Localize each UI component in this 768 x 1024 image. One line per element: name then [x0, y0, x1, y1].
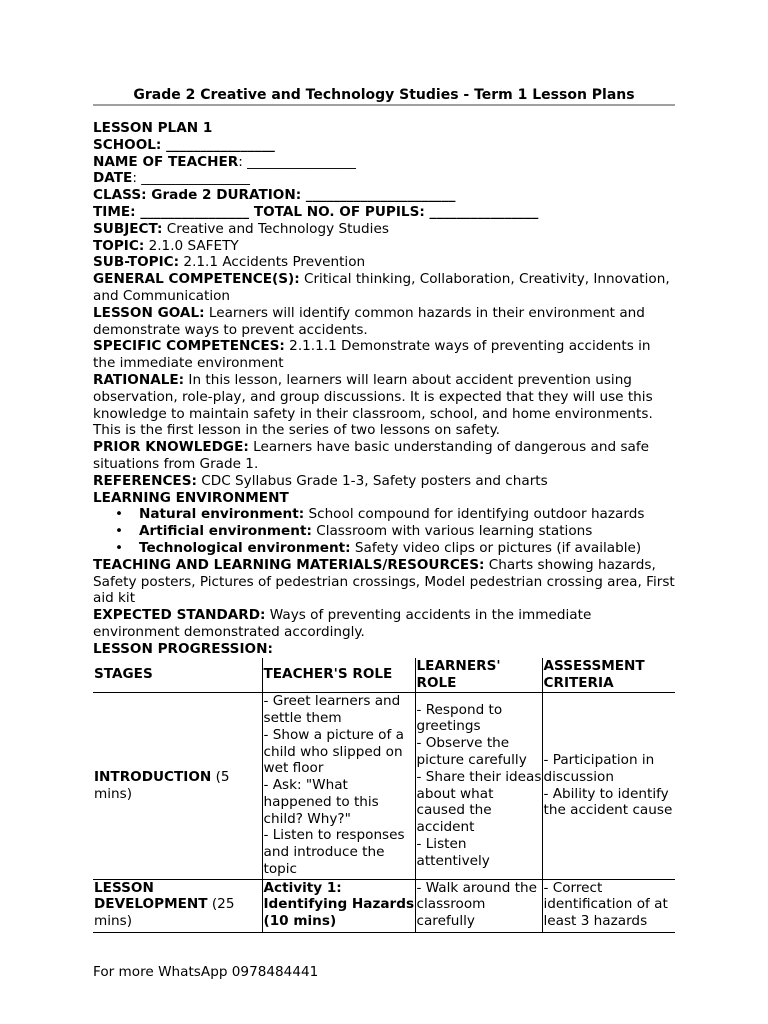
prior-knowledge-field: PRIOR KNOWLEDGE: Learners have basic understanding of dangerous and safe situations from Grade 1. — [93, 439, 650, 472]
stage-cell: INTRODUCTION (5 mins) — [93, 692, 262, 879]
list-item: • Technological environment: Safety video clips or pictures (if available) — [139, 540, 675, 557]
learning-environment-list — [93, 506, 675, 556]
assessment-cell: - Correct identification of at least 3 hazards — [542, 879, 675, 932]
learning-environment-heading: LEARNING ENVIRONMENT — [93, 489, 289, 506]
lesson-plan-heading: LESSON PLAN 1 — [93, 120, 213, 136]
assessment-cell: - Participation in discussion - Ability to identify the accident cause — [542, 692, 675, 879]
table-header-row — [93, 658, 675, 693]
subject-field: SUBJECT: Creative and Technology Studies — [93, 220, 389, 237]
topic-field: TOPIC: 2.1.0 SAFETY — [93, 237, 239, 254]
list-item: • Artificial environment: Classroom with various learning stations — [139, 523, 675, 540]
school-field: SCHOOL: ________________ — [93, 136, 275, 153]
column-header: TEACHER'S ROLE — [262, 658, 415, 693]
teacher-role-cell: - Greet learners and settle them - Show a picture of a child who slipped on wet floor - Ask: "What happened to this child? Why?" - Listen to responses and introduce the topic — [262, 692, 415, 879]
table-row — [93, 879, 675, 932]
rationale-field: RATIONALE: In this lesson, learners will learn about accident prevention using observation, role-play, and group discussions. It is expected that they will use this knowledge to maintain safety in their classroom, school, and home environments. This is the first lesson in the series of two lessons on safety. — [93, 371, 653, 439]
header-divider — [93, 104, 675, 106]
table-row — [93, 692, 675, 879]
references-field: REFERENCES: CDC Syllabus Grade 1-3, Safety posters and charts — [93, 472, 548, 489]
stage-cell: LESSON DEVELOPMENT (25 mins) — [93, 879, 262, 932]
lesson-goal-field: LESSON GOAL: Learners will identify common hazards in their environment and demonstrate ways to prevent accidents. — [93, 304, 645, 338]
date-field: DATE: ________________ — [93, 170, 250, 187]
lesson-progression-heading: LESSON PROGRESSION: — [93, 640, 273, 657]
general-competence-field: GENERAL COMPETENCE(S): Critical thinking, Collaboration, Creativity, Innovation, and Communication — [93, 271, 670, 304]
column-header: ASSESSMENT CRITERIA — [542, 658, 675, 693]
lesson-content — [93, 120, 675, 933]
learners-role-cell: - Respond to greetings - Observe the picture carefully - Share their ideas about what caused the accident - Listen attentively — [415, 692, 542, 879]
list-item: • Natural environment: School compound for identifying outdoor hazards — [139, 506, 675, 523]
page-title: Grade 2 Creative and Technology Studies - Term 1 Lesson Plans — [133, 87, 635, 103]
column-header: STAGES — [93, 658, 262, 693]
teacher-role-cell: Activity 1: Identifying Hazards (10 mins) — [262, 879, 415, 932]
time-pupils-field: TIME: ________________ TOTAL NO. OF PUPILS: ________________ — [93, 203, 539, 220]
expected-standard-field: EXPECTED STANDARD: Ways of preventing accidents in the immediate environment demonstrated accordingly. — [93, 607, 592, 640]
learners-role-cell: - Walk around the classroom carefully — [415, 879, 542, 932]
materials-field: TEACHING AND LEARNING MATERIALS/RESOURCES: Charts showing hazards, Safety posters, Pictures of pedestrian crossings, Model pedestrian crossing area, First aid kit — [93, 556, 675, 607]
column-header: LEARNERS' ROLE — [415, 658, 542, 693]
subtopic-field: SUB-TOPIC: 2.1.1 Accidents Prevention — [93, 254, 366, 271]
teacher-field: NAME OF TEACHER: ________________ — [93, 153, 356, 170]
lesson-progression-table — [93, 658, 675, 933]
specific-competences-field: SPECIFIC COMPETENCES: 2.1.1.1 Demonstrate ways of preventing accidents in the immediate environment — [93, 338, 651, 372]
class-duration-field: CLASS: Grade 2 DURATION: ______________________ — [93, 187, 456, 204]
footer-note: For more WhatsApp 0978484441 — [93, 964, 319, 980]
